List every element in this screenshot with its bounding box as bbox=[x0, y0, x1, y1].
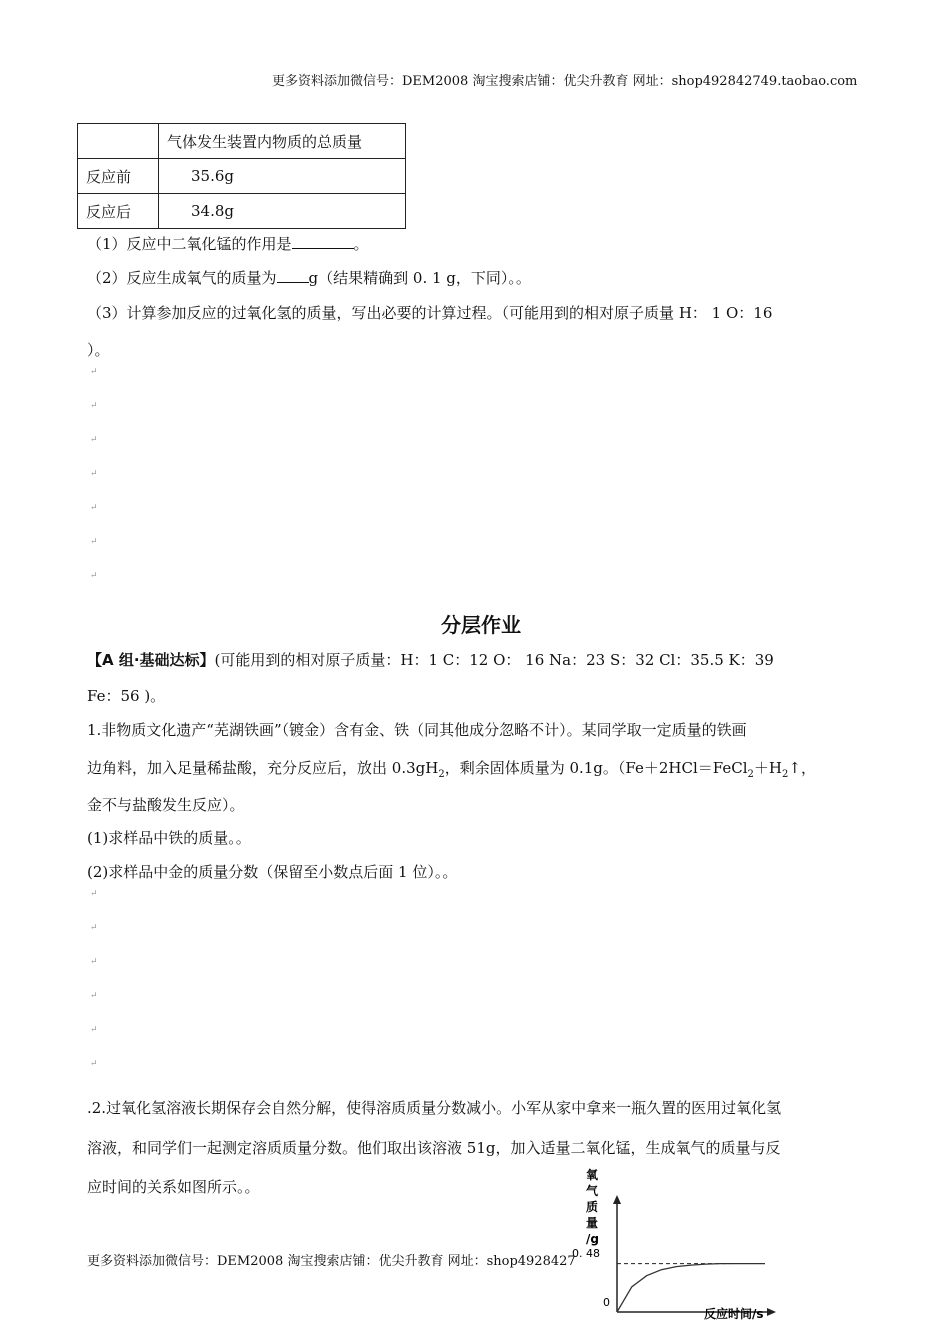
atomic-mass-text: (可能用到的相对原子质量：H：1 C：12 O： 16 Na：23 S：32 Cl：35.5 K：39 bbox=[214, 651, 774, 669]
paragraph-mark: ↵ bbox=[90, 503, 98, 513]
paragraph-mark: ↵ bbox=[90, 957, 98, 967]
y-axis-label-char: 氧 bbox=[586, 1168, 599, 1182]
table-row-value: 35.6g bbox=[159, 159, 406, 194]
oxygen-mass-chart bbox=[570, 1166, 810, 1341]
paragraph-mark: ↵ bbox=[90, 367, 98, 377]
problem-1-line2 bbox=[87, 758, 816, 785]
paragraph-mark: ↵ bbox=[90, 537, 98, 547]
problem-1-sub1: (1)求样品中铁的质量。。 bbox=[87, 829, 251, 847]
oxygen-curve bbox=[617, 1264, 765, 1312]
group-label: 【A 组·基础达标】 bbox=[87, 651, 215, 669]
question-2 bbox=[87, 268, 531, 288]
x-axis-arrow bbox=[767, 1308, 776, 1316]
subscript: 2 bbox=[782, 769, 789, 780]
paragraph-mark: ↵ bbox=[90, 923, 98, 933]
answer-blank bbox=[277, 268, 309, 283]
answer-blank bbox=[292, 234, 354, 249]
problem-2-line1: .2.过氧化氢溶液长期保存会自然分解，使得溶质质量分数减小。小军从家中拿来一瓶久置的医用过氧化氢 bbox=[87, 1099, 782, 1117]
table-header-cell: 气体发生装置内物质的总质量 bbox=[159, 124, 406, 159]
header-promo-text: 更多资料添加微信号：DEM2008 淘宝搜索店铺：优尖升教育 网址：shop492842749.taobao.com bbox=[272, 74, 858, 89]
y-axis-label-char: 质 bbox=[586, 1200, 599, 1214]
y-axis-label-char: 气 bbox=[586, 1184, 599, 1198]
paragraph-mark: ↵ bbox=[90, 469, 98, 479]
question-1-suffix: 。 bbox=[353, 235, 369, 253]
problem-1-text: 边角料，加入足量稀盐酸，充分反应后，放出 0.3gH bbox=[87, 759, 439, 777]
paragraph-mark: ↵ bbox=[90, 889, 98, 899]
problem-2-line2: 溶液，和同学们一起测定溶质质量分数。他们取出该溶液 51g，加入适量二氧化锰，生成氧气的质量与反 bbox=[87, 1139, 781, 1157]
x-axis-label: 反应时间/s bbox=[704, 1307, 764, 1321]
mass-table bbox=[77, 123, 406, 229]
subscript: 2 bbox=[438, 769, 445, 780]
table-row bbox=[78, 159, 406, 194]
problem-2-line3: 应时间的关系如图所示。。 bbox=[87, 1178, 260, 1196]
problem-1-line3: 金不与盐酸发生反应）。 bbox=[87, 796, 245, 814]
y-tick-label: 0. 48 bbox=[572, 1247, 600, 1260]
problem-1-sub2: (2)求样品中金的质量分数（保留至小数点后面 1 位）。。 bbox=[87, 863, 458, 881]
problem-1-text: ＋H bbox=[753, 759, 782, 777]
problem-1-text: ，剩余固体质量为 0.1g。（Fe＋2HCl＝FeCl bbox=[444, 759, 748, 777]
atomic-mass-line bbox=[87, 650, 774, 670]
subscript: 2 bbox=[747, 769, 754, 780]
table-row-value: 34.8g bbox=[159, 194, 406, 229]
paragraph-mark: ↵ bbox=[90, 571, 98, 581]
paragraph-mark: ↵ bbox=[90, 435, 98, 445]
question-3-line2: ）。 bbox=[87, 341, 110, 359]
table-row-label: 反应后 bbox=[78, 194, 159, 229]
question-1 bbox=[87, 234, 369, 254]
section-title: 分层作业 bbox=[441, 613, 521, 637]
paragraph-mark: ↵ bbox=[90, 1059, 98, 1069]
question-2-suffix: g（结果精确到 0. 1 g，下同）。。 bbox=[308, 269, 531, 287]
paragraph-mark: ↵ bbox=[90, 991, 98, 1001]
y-axis-label-char: /g bbox=[586, 1232, 599, 1246]
table-row bbox=[78, 124, 406, 159]
origin-label: 0 bbox=[603, 1296, 610, 1309]
atomic-mass-line2: Fe：56 )。 bbox=[87, 687, 166, 705]
paragraph-mark: ↵ bbox=[90, 401, 98, 411]
footer-promo-text: 更多资料添加微信号：DEM2008 淘宝搜索店铺：优尖升教育 网址：shop4928427 bbox=[87, 1254, 576, 1269]
question-1-text: （1）反应中二氧化锰的作用是 bbox=[87, 235, 292, 253]
paragraph-mark: ↵ bbox=[90, 1025, 98, 1035]
y-axis-label bbox=[586, 1167, 599, 1246]
table-corner-cell bbox=[78, 124, 159, 159]
question-3-line1: （3）计算参加反应的过氧化氢的质量，写出必要的计算过程。（可能用到的相对原子质量 H： 1 O：16 bbox=[87, 304, 773, 322]
problem-1-text: ↑， bbox=[788, 759, 816, 777]
y-axis-arrow bbox=[613, 1195, 621, 1204]
question-2-text: （2）反应生成氧气的质量为 bbox=[87, 269, 277, 287]
table-row-label: 反应前 bbox=[78, 159, 159, 194]
y-axis-label-char: 量 bbox=[586, 1216, 599, 1230]
table-row bbox=[78, 194, 406, 229]
problem-1-line1: 1.非物质文化遗产“芜湖铁画”（镀金）含有金、铁（同其他成分忽略不计）。某同学取一定质量的铁画 bbox=[87, 721, 747, 739]
